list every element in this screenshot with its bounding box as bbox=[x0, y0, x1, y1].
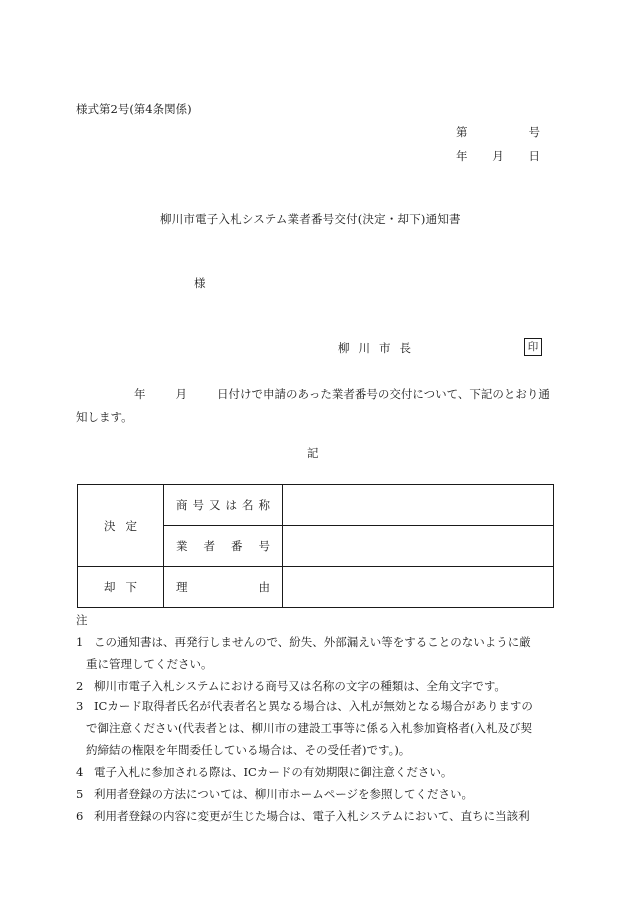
body-line2: 知します。 bbox=[76, 410, 133, 424]
document-title: 柳川市電子入札システム業者番号交付(決定・却下)通知書 bbox=[160, 212, 461, 226]
note-number: 2 bbox=[76, 679, 84, 693]
label-char: は bbox=[225, 498, 237, 512]
label-char: 号 bbox=[258, 539, 270, 553]
date-day: 日 bbox=[528, 149, 540, 163]
note-text: この通知書は、再発行しませんので、紛失、外部漏えい等をすることのないように厳 bbox=[94, 635, 531, 649]
label-char: 名 bbox=[242, 498, 254, 512]
note-text: 柳川市電子入札システムにおける商号又は名称の文字の種類は、全角文字です。 bbox=[94, 679, 506, 693]
date-month: 月 bbox=[492, 149, 504, 163]
note-number: 4 bbox=[76, 765, 84, 779]
label-char: 由 bbox=[258, 580, 270, 594]
label-char: 者 bbox=[203, 539, 215, 553]
note-number: 1 bbox=[76, 635, 84, 649]
body-month: 月 bbox=[175, 387, 187, 401]
label-char: 番 bbox=[231, 539, 243, 553]
vendor-number-value bbox=[283, 526, 554, 567]
note-text: ICカード取得者氏名が代表者名と異なる場合は、入札が無効となる場合がありますの bbox=[94, 699, 533, 713]
body-year: 年 bbox=[134, 387, 146, 401]
number-suffix: 号 bbox=[528, 125, 540, 139]
label-char: 業 bbox=[176, 539, 188, 553]
note-item bbox=[76, 636, 554, 672]
label-char: 又 bbox=[209, 498, 221, 512]
document-date bbox=[456, 150, 540, 164]
table-row bbox=[78, 567, 554, 608]
note-item bbox=[76, 788, 554, 802]
seal-mark: 印 bbox=[524, 338, 542, 356]
label-char: 号 bbox=[192, 498, 204, 512]
form-number-label: 様式第2号(第4条関係) bbox=[76, 102, 192, 116]
trade-name-label bbox=[164, 485, 283, 526]
reject-label: 却下 bbox=[78, 567, 164, 608]
note-item bbox=[76, 700, 554, 757]
trade-name-value bbox=[283, 485, 554, 526]
reason-label bbox=[164, 567, 283, 608]
label-char: 商 bbox=[176, 498, 188, 512]
addressee-suffix: 様 bbox=[194, 276, 206, 290]
decision-table bbox=[77, 484, 554, 608]
date-year: 年 bbox=[456, 149, 468, 163]
note-number: 6 bbox=[76, 809, 84, 823]
note-text-cont: 重に管理してください。 bbox=[86, 656, 213, 671]
body-paragraph bbox=[76, 383, 552, 429]
note-item bbox=[76, 810, 554, 824]
note-number: 3 bbox=[76, 699, 84, 713]
body-line1: 日付けで申請のあった業者番号の交付について、下記のとおり通 bbox=[217, 387, 550, 401]
notes-heading: 注 bbox=[76, 613, 88, 627]
note-text: 利用者登録の方法については、柳川市ホームページを参照してください。 bbox=[94, 787, 474, 801]
number-prefix: 第 bbox=[456, 125, 468, 139]
label-char: 理 bbox=[176, 580, 188, 594]
note-number: 5 bbox=[76, 787, 84, 801]
label-char: 称 bbox=[258, 498, 270, 512]
record-mark: 記 bbox=[307, 446, 319, 460]
issuer-name: 柳川市長 bbox=[338, 341, 420, 355]
note-item bbox=[76, 680, 554, 694]
note-text: 利用者登録の内容に変更が生じた場合は、電子入札システムにおいて、直ちに当該利 bbox=[94, 809, 530, 823]
document-number bbox=[456, 126, 540, 140]
note-text: 電子入札に参加される際は、ICカードの有効期限に御注意ください。 bbox=[94, 765, 453, 779]
table-row bbox=[78, 485, 554, 526]
note-text-cont: で御注意ください(代表者とは、柳川市の建設工事等に係る入札参加資格者(入札及び契 bbox=[86, 720, 532, 735]
reason-value bbox=[283, 567, 554, 608]
note-item bbox=[76, 766, 554, 780]
decision-label: 決定 bbox=[78, 485, 164, 567]
vendor-number-label bbox=[164, 526, 283, 567]
note-text-cont: 約締結の権限を年間委任している場合は、その受任者)です。)。 bbox=[86, 742, 411, 757]
